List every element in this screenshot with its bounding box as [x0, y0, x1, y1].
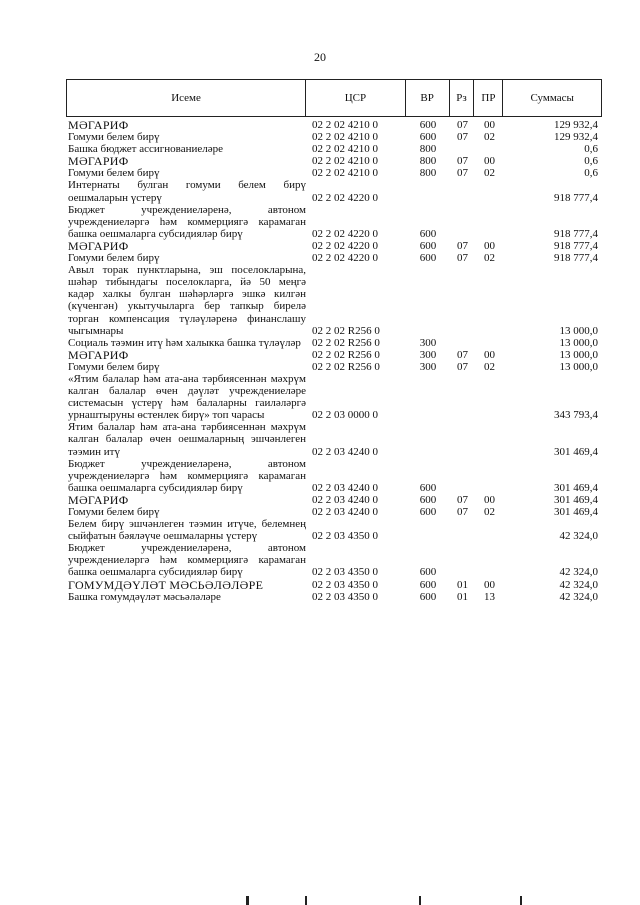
row-csr: 02 2 02 4220 0: [312, 252, 378, 265]
row-csr: 02 2 02 4220 0: [312, 191, 378, 204]
row-pr: 02: [484, 252, 495, 265]
row-rz: 01: [457, 590, 468, 603]
table-row: [66, 421, 602, 457]
row-csr: 02 2 02 R256 0: [312, 336, 380, 349]
row-csr: 02 2 03 4240 0: [312, 445, 378, 458]
row-pr: 13: [484, 590, 495, 603]
table-row: [66, 458, 602, 494]
row-rz: 07: [457, 131, 468, 144]
row-vr: 300: [419, 348, 437, 361]
row-vr: 600: [419, 481, 437, 494]
row-rz: 07: [457, 493, 468, 506]
table-body: [66, 119, 602, 603]
row-sum: 301 469,4: [554, 445, 598, 458]
page-number: 20: [314, 50, 326, 64]
row-pr: 02: [484, 167, 495, 180]
row-csr: 02 2 02 4220 0: [312, 227, 378, 240]
row-csr: 02 2 03 4350 0: [312, 578, 378, 591]
table-row: [66, 373, 602, 421]
row-name: ГОМУМДӘҮЛӘТ МӘСЬӘЛӘЛӘРЕ: [68, 577, 264, 592]
table-header: [66, 79, 602, 117]
row-pr: 00: [484, 348, 495, 361]
row-name: Бюджет учреждениеләренә, автоном учреждениеләргә һәм коммерциягә карамаган башка оешмаларга субсидияләр бирү: [68, 542, 306, 579]
row-vr: 600: [419, 566, 437, 579]
table-row: [66, 143, 602, 155]
row-name: МӘГАРИФ: [68, 118, 129, 132]
row-name: Гомуми белем бирү: [68, 506, 160, 518]
row-pr: 00: [484, 239, 495, 252]
row-sum: 129 932,4: [554, 131, 598, 144]
table-row: [66, 518, 602, 542]
row-vr: 800: [419, 167, 437, 180]
row-vr: 300: [419, 336, 437, 349]
row-csr: 02 2 02 4210 0: [312, 155, 378, 168]
header-csr: ЦСР: [306, 80, 406, 116]
row-pr: 00: [484, 119, 495, 131]
header-rz: Рз: [450, 80, 475, 116]
row-vr: 600: [419, 119, 437, 131]
row-sum: 301 469,4: [554, 506, 598, 518]
row-name: Гомуми белем бирү: [68, 131, 160, 144]
row-vr: 300: [419, 360, 437, 373]
row-sum: 918 777,4: [554, 239, 598, 252]
row-name: Белем бирү эшчәнлеген тәэмин итүче, белемнең сыйфатын бәяләүче оешмаларны үстерү: [68, 518, 306, 543]
row-pr: 00: [484, 155, 495, 168]
row-name: Гомуми белем бирү: [68, 167, 160, 180]
scan-edge-marks: [0, 895, 640, 905]
row-sum: 918 777,4: [554, 227, 598, 240]
row-name: Башка бюджет ассигнованиеләре: [68, 143, 223, 156]
table-row: [66, 119, 602, 131]
row-sum: 0,6: [584, 167, 598, 180]
row-vr: 600: [419, 578, 437, 591]
row-sum: 13 000,0: [559, 348, 598, 361]
row-rz: 07: [457, 167, 468, 180]
table-row: [66, 361, 602, 373]
table-row: [66, 579, 602, 591]
row-rz: 07: [457, 119, 468, 131]
row-sum: 301 469,4: [554, 493, 598, 506]
table-row: [66, 494, 602, 506]
row-name: Интернаты булган гомуми белем бирү оешмаларын үстерү: [68, 179, 306, 204]
row-sum: 129 932,4: [554, 119, 598, 131]
header-sum: Суммасы: [530, 92, 574, 104]
row-csr: 02 2 03 4240 0: [312, 506, 378, 518]
row-csr: 02 2 03 4240 0: [312, 493, 378, 506]
table-row: [66, 167, 602, 179]
table-row: [66, 131, 602, 143]
row-sum: 301 469,4: [554, 481, 598, 494]
row-vr: 600: [419, 239, 437, 252]
row-csr: 02 2 02 4210 0: [312, 167, 378, 180]
row-vr: 600: [419, 506, 437, 518]
header-name: Исеме: [67, 80, 306, 116]
row-sum: 0,6: [584, 155, 598, 168]
budget-table: [66, 79, 602, 603]
row-sum: 13 000,0: [559, 324, 598, 337]
row-csr: 02 2 03 4350 0: [312, 590, 378, 603]
row-vr: 600: [419, 227, 437, 240]
row-sum: 42 324,0: [559, 566, 598, 579]
row-pr: 00: [484, 578, 495, 591]
row-csr: 02 2 02 R256 0: [312, 360, 380, 373]
table-row: [66, 264, 602, 337]
row-name: Ятим балалар һәм ата-ана тәрбиясеннән мәхрүм калган балалар өчен оешмаларның эшчәнлеген тәэмин итү: [68, 421, 306, 458]
table-row: [66, 542, 602, 578]
table-row: [66, 155, 602, 167]
row-name: Авыл торак пунктларына, эш поселокларына, шәһәр тибындагы поселокларга, йә 50 меңгә кадәр халкы булган шәһәрләргә эшкә килгән (күченгән) укытучыларга бер тапкыр бирелә торган компенсация түләүләренә финанслашу чыгымнары: [68, 264, 306, 337]
row-rz: 07: [457, 252, 468, 265]
row-rz: 07: [457, 239, 468, 252]
table-row: [66, 179, 602, 203]
row-name: МӘГАРИФ: [68, 238, 129, 253]
row-name: Гомуми белем бирү: [68, 360, 160, 373]
row-sum: 13 000,0: [559, 360, 598, 373]
row-rz: 07: [457, 360, 468, 373]
row-sum: 343 793,4: [554, 409, 598, 422]
row-rz: 01: [457, 578, 468, 591]
row-sum: 0,6: [584, 143, 598, 156]
row-vr: 600: [419, 590, 437, 603]
row-rz: 07: [457, 348, 468, 361]
row-name: Гомуми белем бирү: [68, 252, 160, 265]
table-row: [66, 337, 602, 349]
row-vr: 600: [419, 252, 437, 265]
row-csr: 02 2 02 4220 0: [312, 239, 378, 252]
row-rz: 07: [457, 506, 468, 518]
row-csr: 02 2 03 4240 0: [312, 481, 378, 494]
row-rz: 07: [457, 155, 468, 168]
table-row: [66, 252, 602, 264]
row-name: Бюджет учреждениеләренә, автоном учреждениеләргә һәм коммерциягә карамаган башка оешмаларга субсидияләр бирү: [68, 203, 306, 240]
table-row: [66, 204, 602, 240]
table-row: [66, 349, 602, 361]
row-name: Бюджет учреждениеләренә, автоном учреждениеләргә һәм коммерциягә карамаган башка оешмаларга субсидияләр бирү: [68, 457, 306, 494]
table-row: [66, 506, 602, 518]
row-pr: 02: [484, 360, 495, 373]
row-pr: 02: [484, 131, 495, 144]
row-vr: 800: [419, 143, 437, 156]
row-csr: 02 2 03 4350 0: [312, 566, 378, 579]
table-row: [66, 240, 602, 252]
row-sum: 918 777,4: [554, 252, 598, 265]
row-sum: 42 324,0: [559, 530, 598, 543]
row-csr: 02 2 03 4350 0: [312, 530, 378, 543]
row-sum: 13 000,0: [559, 336, 598, 349]
table-row: [66, 591, 602, 603]
row-csr: 02 2 02 R256 0: [312, 348, 380, 361]
row-sum: 918 777,4: [554, 191, 598, 204]
row-name: МӘГАРИФ: [68, 347, 129, 362]
row-csr: 02 2 02 4210 0: [312, 143, 378, 156]
row-sum: 42 324,0: [559, 578, 598, 591]
row-pr: 02: [484, 506, 495, 518]
header-pr: ПР: [474, 80, 503, 116]
row-name: Социаль тәэмин итү һәм халыкка башка түләүләр: [68, 336, 301, 349]
row-csr: 02 2 02 R256 0: [312, 324, 380, 337]
row-name: «Ятим балалар һәм ата-ана тәрбиясеннән мәхрүм калган балалар өчен дәүләт учреждениеләре системасын үстерү һәм балаларны гаиләләргә урнаштыруны өстенлек бирү» топ чарасы: [68, 372, 306, 422]
row-csr: 02 2 02 4210 0: [312, 131, 378, 144]
row-name: МӘГАРИФ: [68, 154, 129, 169]
row-name: МӘГАРИФ: [68, 492, 129, 507]
row-name: Башка гомумдәүләт мәсьәләләре: [68, 590, 221, 603]
row-vr: 600: [419, 493, 437, 506]
row-csr: 02 2 03 0000 0: [312, 409, 378, 422]
row-sum: 42 324,0: [559, 590, 598, 603]
header-vr: ВР: [406, 80, 450, 116]
row-vr: 800: [419, 155, 437, 168]
row-vr: 600: [419, 131, 437, 144]
row-csr: 02 2 02 4210 0: [312, 119, 378, 131]
row-pr: 00: [484, 493, 495, 506]
